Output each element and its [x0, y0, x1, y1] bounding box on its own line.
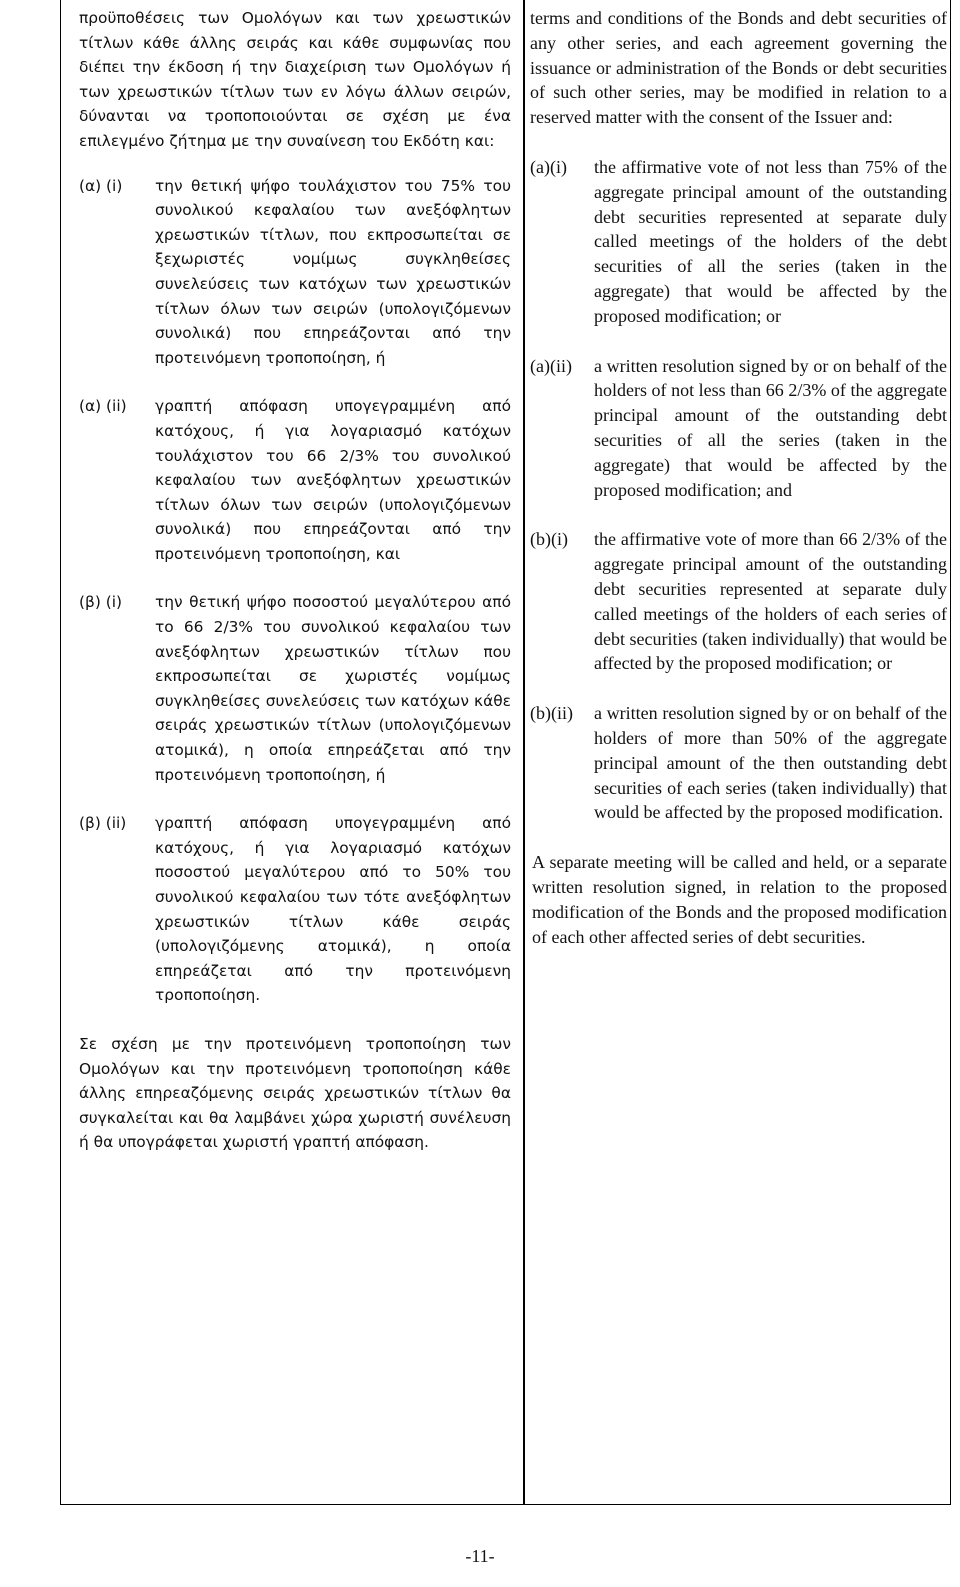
greek-item-a-ii — [79, 394, 511, 566]
english-item-b-ii — [530, 701, 947, 825]
greek-item-text: την θετική ψήφο ποσοστού μεγαλύτερου από το 66 2/3% του συνολικού κεφαλαίου των ανεξόφλητων χρεωστικών τίτλων που εκπροσωπείται σε χωριστές νομίμως συγκληθείσες συνελεύσεις των κατόχων κάθε σειράς χρεωστικών τίτλων (υπολογιζόμενων ατομικά), η οποία επηρεάζεται από την προτεινόμενη τροποποίηση, ή — [155, 593, 511, 784]
english-item-label: (a)(i) — [530, 156, 567, 177]
greek-intro: προϋποθέσεις των Ομολόγων και των χρεωστικών τίτλων κάθε άλλης σειράς και κάθε συμφωνίας που διέπει την έκδοση ή την διαχείριση των Ομολόγων ή των χρεωστικών τίτλων των εν λόγω άλλων σειρών, δύνανται να τροποποιούνται σε σχέση με ένα επιλεγμένο ζήτημα με την συναίνεση του Εκδότη και: — [79, 9, 511, 150]
english-item-text: the affirmative vote of more than 66 2/3% of the aggregate principal amount of the outstanding debt securities represented at separate duly called meetings of the holders of each series of debt securities (taken individually) that would be affected by the proposed modification; or — [594, 529, 947, 674]
greek-item-label: (β) (ii) — [79, 814, 127, 833]
english-item-b-i — [530, 527, 947, 676]
english-item-label: (a)(ii) — [530, 355, 572, 376]
greek-item-text: γραπτή απόφαση υπογεγραμμένη από κατόχους, ή για λογαριασμό κατόχων τουλάχιστον του 66 2/3% του συνολικού κεφαλαίου των ανεξόφλητων χρεωστικών τίτλων όλων των σειρών (υπολογιζόμενων συνολικά) που επηρεάζονται από την προτεινόμενη τροποποίηση, και — [155, 397, 511, 563]
greek-item-label: (α) (ii) — [79, 397, 127, 416]
page-number: -11- — [465, 1546, 495, 1566]
document-page — [60, 0, 951, 1505]
greek-item-label: (β) (i) — [79, 593, 123, 612]
english-intro: terms and conditions of the Bonds and debt securities of any other series, and each agreement governing the issuance or administration of the Bonds or debt securities of such other series, may be modified in relation to a reserved matter with the consent of the Issuer and: — [530, 8, 947, 128]
english-item-label: (b)(ii) — [530, 703, 573, 724]
english-closing: A separate meeting will be called and held, or a separate written resolution signed, in relation to the proposed modification of the Bonds and the proposed modification of each other affected series of debt securities. — [532, 852, 947, 947]
english-item-text: the affirmative vote of not less than 75% of the aggregate principal amount of the outstanding debt securities represented at separate duly called meetings of the holders of the debt securities of all the series (taken in the aggregate) that would be affected by the proposed modification; or — [594, 156, 947, 326]
column-divider — [523, 0, 525, 1504]
greek-item-a-i — [79, 174, 511, 371]
greek-item-text: την θετική ψήφο τουλάχιστον του 75% του συνολικού κεφαλαίου των ανεξόφλητων χρεωστικών τίτλων, που εκπροσωπείται σε ξεχωριστές νομίμως συγκληθείσες συνελεύσεις των κατόχων των χρεωστικών τίτλων όλων των σειρών (υπολογιζόμενων συνολικά) που επηρεάζονται από την προτεινόμενη τροποποίηση, ή — [155, 176, 511, 367]
greek-closing: Σε σχέση με την προτεινόμενη τροποποίηση των Ομολόγων και την προτεινόμενη τροποποίηση κάθε άλλης επηρεαζόμενης σειράς χρεωστικών τίτλων θα συγκαλείται και θα λαμβάνει χώρα χωριστή συνέλευση ή θα υπογράφεται χωριστή γραπτή απόφαση. — [79, 1034, 511, 1152]
english-item-text: a written resolution signed by or on behalf of the holders of more than 50% of the aggregate principal amount of the then outstanding debt securities of each series (taken individually) that would be affected by the proposed modification. — [594, 703, 947, 823]
greek-item-label: (α) (i) — [79, 176, 123, 195]
english-item-a-i — [530, 155, 947, 329]
english-column — [530, 6, 947, 949]
english-item-a-ii — [530, 354, 947, 503]
greek-item-text: γραπτή απόφαση υπογεγραμμένη από κατόχους, ή για λογαριασμό κατόχων ποσοστού μεγαλύτερου από το 50% του συνολικού κεφαλαίου των τότε ανεξόφλητων χρεωστικών τίτλων κάθε σειράς (υπολογιζόμενης ατομικά), η οποία επηρεάζεται από την προτεινόμενη τροποποίηση. — [155, 814, 511, 1005]
english-item-text: a written resolution signed by or on behalf of the holders of not less than 66 2/3% of the aggregate principal amount of the outstanding debt securities of all the series (taken in the aggregate) that would be affected by the proposed modification; and — [594, 355, 947, 500]
greek-column — [79, 6, 511, 1155]
greek-item-b-ii — [79, 811, 511, 1008]
greek-item-b-i — [79, 590, 511, 787]
english-item-label: (b)(i) — [530, 529, 568, 550]
